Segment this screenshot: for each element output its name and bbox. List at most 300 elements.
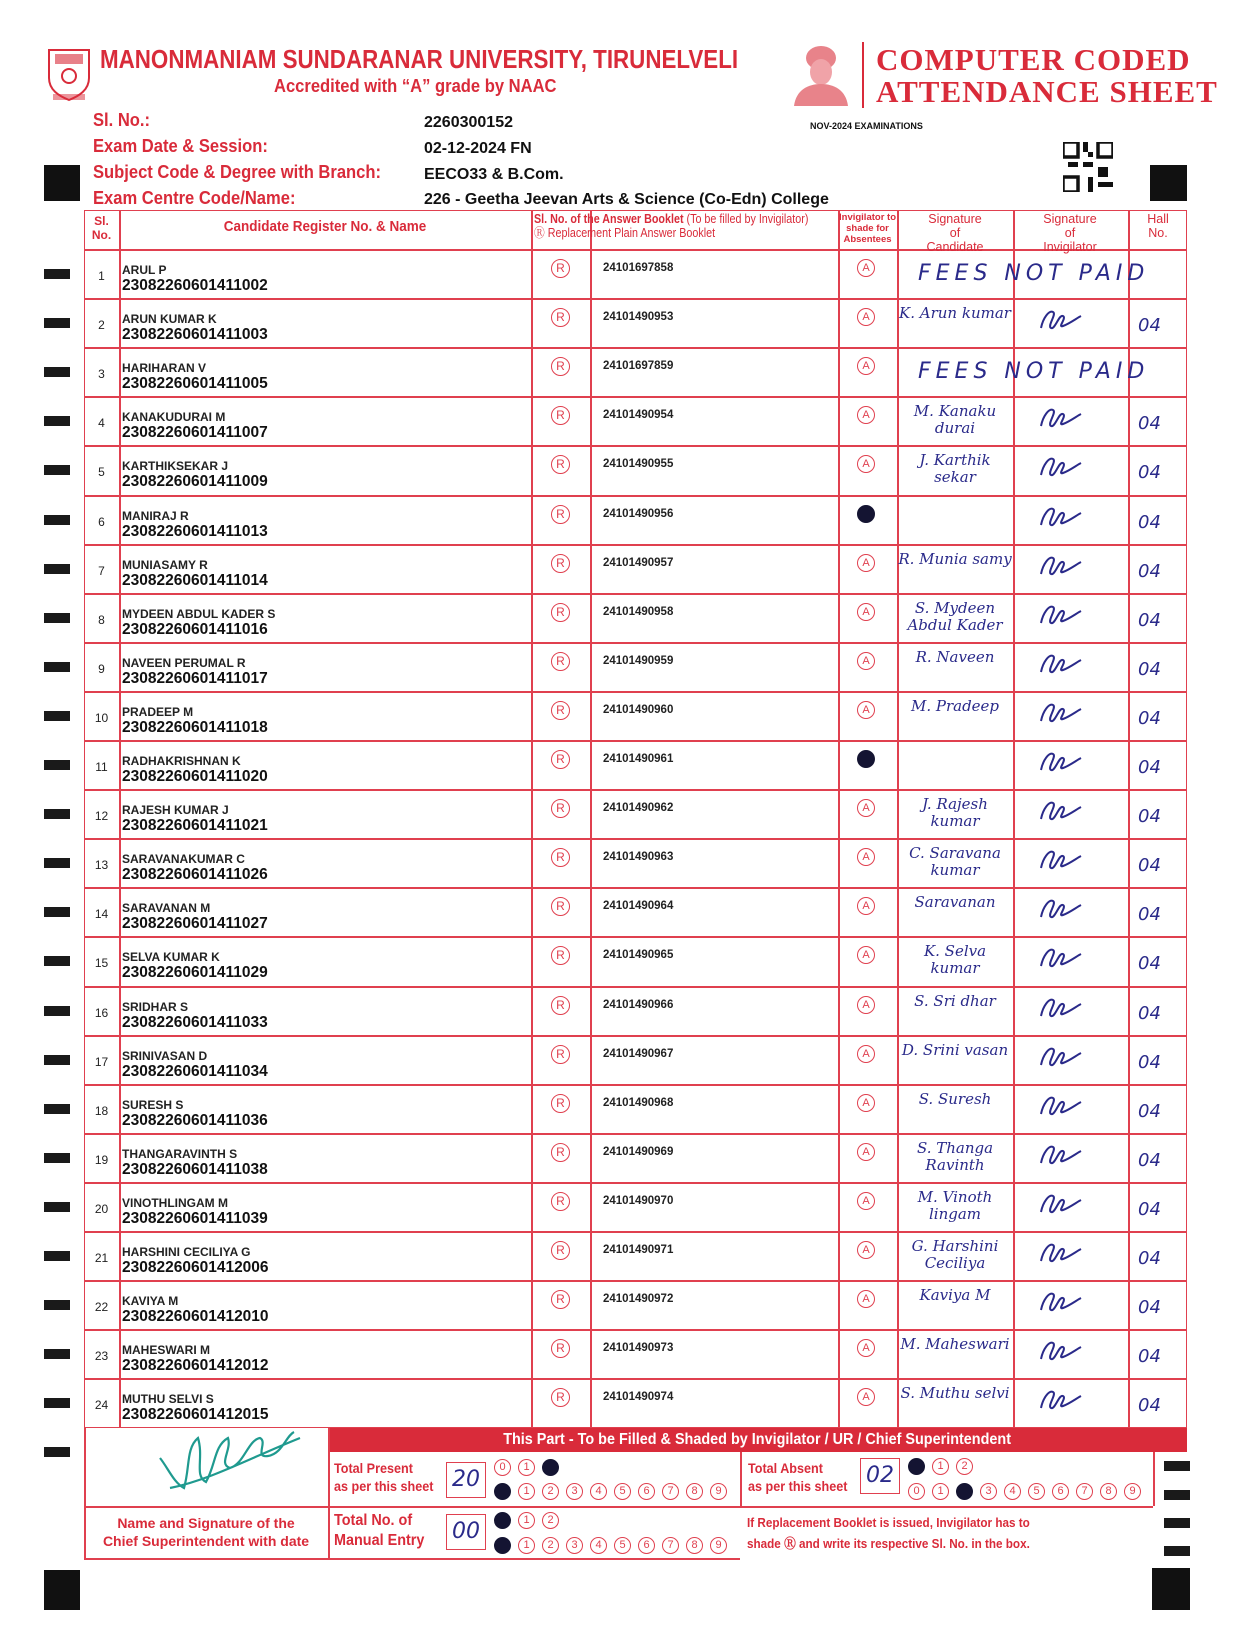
booklet-header: Sl. No. of the Answer Booklet	[534, 212, 684, 226]
absent-bubble[interactable]: A	[857, 652, 875, 670]
qr-code-icon	[1063, 142, 1113, 192]
timing-mark	[44, 1006, 70, 1016]
hall-number: 04	[1138, 757, 1161, 778]
manual-tens-bubbles[interactable]	[494, 1510, 566, 1529]
candidate-signature: J. Rajesh kumar	[922, 795, 988, 831]
digit-bubble[interactable]: 4	[590, 1537, 607, 1554]
booklet-number: 24101490962	[603, 802, 674, 815]
col-header-candidate: Candidate Register No. & Name	[223, 218, 427, 235]
registration-mark	[44, 1570, 80, 1610]
hall-number: 04	[1138, 1297, 1161, 1319]
timing-mark	[44, 760, 70, 770]
col-header-absent: Invigilator to shade for Absentees	[839, 212, 896, 245]
label-line: as per this sheet	[748, 1478, 848, 1494]
registration-mark	[44, 165, 80, 201]
register-number: 23082260601412006	[122, 1259, 269, 1276]
candidate-signature: C. Saravana kumar	[909, 844, 1001, 880]
note-line: shade Ⓡ and write its respective Sl. No. in the box.	[747, 1536, 1030, 1551]
absent-bubble[interactable]: A	[857, 308, 875, 326]
digit-bubble[interactable]: 8	[686, 1537, 703, 1554]
register-number: 23082260601411002	[122, 277, 268, 294]
col-header-sl: Sl. No.	[91, 214, 112, 242]
absent-bubble[interactable]: A	[857, 1143, 875, 1161]
invigilator-signature	[1035, 1288, 1083, 1323]
register-number: 23082260601411014	[122, 571, 268, 589]
digit-bubble[interactable]: 2	[542, 1512, 559, 1529]
digit-bubble[interactable]: 9	[1124, 1483, 1141, 1500]
digit-bubble[interactable]	[956, 1483, 973, 1500]
absent-bubble[interactable]: A	[857, 996, 875, 1014]
digit-bubble[interactable]: 3	[980, 1483, 997, 1500]
invigilator-signature	[1035, 404, 1083, 439]
invigilator-signature	[1035, 1190, 1083, 1225]
timing-mark	[1164, 1518, 1190, 1528]
digit-bubble[interactable]: 7	[1076, 1483, 1093, 1500]
digit-bubble[interactable]: 5	[614, 1537, 631, 1554]
footer-banner-text: This Part - To be Filled & Shaded by Invigilator / UR / Chief Superintendent	[503, 1431, 1012, 1448]
candidate-name: RAJESH KUMAR J	[122, 803, 229, 818]
row-sl-no: 16	[94, 1005, 109, 1020]
timing-mark	[44, 515, 70, 525]
row-sl-no: 5	[98, 465, 105, 480]
row-sl-no: 8	[98, 612, 105, 627]
digit-bubble[interactable]: 7	[662, 1483, 679, 1500]
digit-bubble[interactable]: 1	[518, 1537, 535, 1554]
absent-bubble[interactable]: A	[857, 1094, 875, 1112]
hall-number: 04	[1138, 707, 1161, 729]
replacement-bubble[interactable]: R	[551, 554, 570, 573]
present-tens-bubbles[interactable]	[494, 1457, 566, 1476]
invigilator-signature	[1035, 994, 1083, 1029]
col-header-invigilator-signature: Signature of Invigilator	[1043, 212, 1097, 254]
replacement-bubble[interactable]: R	[551, 603, 570, 622]
digit-bubble[interactable]: 1	[518, 1459, 535, 1476]
hall-number: 04	[1138, 806, 1161, 828]
replacement-bubble[interactable]: R	[551, 1339, 570, 1358]
manual-entry-label	[334, 1511, 424, 1551]
invigilator-signature	[1035, 1239, 1083, 1274]
sheet-title-line: ATTENDANCE SHEET	[876, 74, 1218, 109]
replacement-bubble[interactable]: R	[551, 1388, 570, 1407]
booklet-number: 24101490970	[603, 1194, 674, 1207]
register-number: 23082260601411016	[122, 620, 268, 638]
digit-bubble[interactable]	[494, 1512, 511, 1529]
footer-banner	[328, 1428, 1187, 1452]
register-number: 23082260601411020	[122, 768, 268, 785]
row-sl-no: 18	[94, 1103, 109, 1118]
sheet-title	[876, 44, 1218, 108]
timing-mark	[1164, 1546, 1190, 1556]
absent-bubble[interactable]: A	[857, 1339, 875, 1357]
candidate-name: NAVEEN PERUMAL R	[122, 655, 246, 670]
centre-label: Exam Centre Code/Name:	[93, 188, 296, 208]
booklet-number: 24101490974	[603, 1391, 674, 1404]
digit-bubble[interactable]: 7	[662, 1537, 679, 1554]
timing-mark	[44, 416, 70, 426]
row-sl-no: 17	[94, 1054, 109, 1069]
subject-label: Subject Code & Degree with Branch:	[93, 162, 382, 182]
candidate-signature: S. Muthu selvi	[900, 1384, 1010, 1403]
register-number: 23082260601411029	[122, 964, 268, 982]
timing-mark	[44, 1398, 70, 1408]
candidate-signature: S. Thanga Ravinth	[916, 1138, 994, 1174]
invigilator-signature	[1035, 552, 1083, 587]
digit-bubble[interactable]: 6	[638, 1483, 655, 1500]
total-absent-box[interactable]: 02	[860, 1458, 900, 1494]
hall-number: 04	[1138, 1100, 1161, 1122]
replacement-bubble[interactable]: R	[551, 357, 570, 376]
booklet-number: 24101490964	[603, 900, 674, 913]
exam-date-label: Exam Date & Session:	[93, 136, 268, 156]
hall-number: 04	[1138, 855, 1161, 877]
replacement-bubble[interactable]: R	[551, 897, 570, 916]
candidate-signature: J. Karthik sekar	[919, 451, 991, 487]
digit-bubble[interactable]: 1	[932, 1483, 949, 1500]
register-number: 23082260601411026	[122, 866, 268, 884]
timing-mark	[44, 1055, 70, 1065]
row-sl-no: 20	[94, 1201, 109, 1216]
timing-mark	[44, 907, 70, 917]
register-number: 23082260601411027	[122, 915, 268, 933]
timing-mark	[44, 367, 70, 377]
booklet-number: 24101490963	[603, 851, 674, 864]
candidate-signature: K. Arun kumar	[899, 304, 1011, 323]
candidate-name: THANGARAVINTH S	[122, 1146, 238, 1161]
booklet-number: 24101490959	[603, 654, 674, 667]
replacement-bubble[interactable]: R	[551, 505, 570, 524]
candidate-signature: M. Maheswari	[900, 1335, 1010, 1354]
absent-bubble[interactable]: A	[857, 701, 875, 719]
register-number: 23082260601412015	[122, 1406, 269, 1424]
booklet-number: 24101490954	[603, 409, 674, 422]
label-line: Total No. of	[334, 1512, 413, 1529]
candidate-signature: R. Naveen	[915, 647, 995, 666]
replacement-bubble[interactable]: R	[551, 848, 570, 867]
timing-mark	[44, 858, 70, 868]
absent-bubble[interactable]: A	[857, 848, 875, 866]
label-line: Total Absent	[748, 1460, 823, 1476]
register-number: 23082260601411003	[122, 326, 268, 344]
candidate-name: PRADEEP M	[122, 704, 194, 719]
digit-bubble[interactable]: 2	[956, 1458, 973, 1475]
booklet-number: 24101697859	[603, 360, 674, 373]
timing-mark	[44, 269, 70, 279]
invigilator-signature	[1035, 1141, 1083, 1176]
candidate-name: MYDEEN ABDUL KADER S	[122, 606, 276, 621]
digit-bubble[interactable]: 9	[710, 1537, 727, 1554]
digit-bubble[interactable]: 4	[1004, 1483, 1021, 1500]
hall-number: 04	[1138, 1198, 1161, 1220]
candidate-name: MANIRAJ R	[122, 508, 189, 523]
booklet-number: 24101490958	[603, 605, 674, 618]
replacement-bubble[interactable]: R	[551, 259, 570, 278]
absent-bubble[interactable]: A	[857, 554, 875, 572]
digit-bubble[interactable]: 5	[614, 1483, 631, 1500]
booklet-number: 24101490968	[603, 1096, 674, 1109]
col-header-candidate-signature: Signature of Candidate	[926, 212, 984, 254]
replacement-bubble[interactable]: R	[551, 652, 570, 671]
row-sl-no: 22	[94, 1300, 109, 1315]
register-number: 23082260601411005	[122, 375, 268, 393]
digit-bubble[interactable]: 2	[542, 1483, 559, 1500]
candidate-name: ARUL P	[122, 263, 167, 277]
row-sl-no: 24	[94, 1398, 109, 1413]
replacement-bubble[interactable]: R	[551, 308, 570, 327]
booklet-number: 24101697858	[603, 262, 674, 274]
timing-mark	[44, 1300, 70, 1310]
sl-no-label: Sl. No.:	[93, 110, 151, 130]
hall-number: 04	[1138, 1149, 1161, 1171]
row-sl-no: 1	[98, 269, 105, 283]
sheet-title-line: COMPUTER CODED	[876, 42, 1191, 77]
booklet-number: 24101490965	[603, 949, 674, 962]
candidate-name: SRIDHAR S	[122, 999, 189, 1014]
digit-bubble[interactable]: 1	[518, 1483, 535, 1500]
replacement-bubble[interactable]: R	[551, 946, 570, 965]
hall-number: 04	[1138, 315, 1161, 337]
invigilator-signature	[1035, 453, 1083, 488]
candidate-signature: Saravanan	[914, 893, 996, 912]
hall-number: 04	[1138, 1395, 1161, 1417]
candidate-name: ARUN KUMAR K	[122, 312, 217, 327]
exam-date-value: 02-12-2024 FN	[424, 140, 532, 157]
absent-bubble[interactable]: A	[857, 946, 875, 964]
booklet-number: 24101490961	[603, 753, 674, 765]
candidate-name: KAVIYA M	[122, 1294, 179, 1309]
digit-bubble[interactable]: 4	[590, 1483, 607, 1500]
invigilator-signature	[1035, 846, 1083, 881]
absent-bubble[interactable]: A	[857, 455, 875, 473]
absent-tens-bubbles[interactable]	[908, 1456, 980, 1475]
digit-bubble[interactable]: 0	[494, 1459, 511, 1476]
row-sl-no: 7	[98, 563, 105, 578]
label-line: Manual Entry	[334, 1532, 425, 1549]
absent-bubble[interactable]: A	[857, 1192, 875, 1210]
replacement-bubble[interactable]: R	[551, 1241, 570, 1260]
booklet-number: 24101490973	[603, 1342, 674, 1355]
fees-not-paid-note: FEES NOT PAID	[918, 359, 1150, 385]
timing-mark	[44, 1349, 70, 1359]
divider	[862, 42, 864, 108]
register-number: 23082260601411038	[122, 1160, 268, 1178]
invigilator-signature	[1035, 797, 1083, 832]
chief-superintendent-label	[86, 1514, 326, 1550]
candidate-signature: M. Kanaku durai	[913, 402, 997, 438]
candidate-name: SELVA KUMAR K	[122, 950, 220, 965]
register-number: 23082260601411007	[122, 424, 268, 442]
candidate-name: SURESH S	[122, 1097, 184, 1112]
candidate-signature: S. Mydeen Abdul Kader	[907, 598, 1003, 634]
candidate-signature: K. Selva kumar	[923, 942, 987, 978]
digit-bubble[interactable]: 8	[686, 1483, 703, 1500]
university-name: MANONMANIAM SUNDARANAR UNIVERSITY, TIRUNELVELI	[100, 44, 739, 74]
candidate-signature: D. Srini vasan	[901, 1040, 1009, 1059]
absent-bubble[interactable]: A	[857, 259, 875, 277]
label-line: Total Present	[334, 1460, 413, 1476]
hall-number: 04	[1138, 511, 1161, 533]
replacement-bubble[interactable]: R	[551, 406, 570, 425]
register-number: 23082260601411018	[122, 718, 268, 736]
fees-not-paid-note: FEES NOT PAID	[918, 261, 1150, 286]
digit-bubble[interactable]: 8	[1100, 1483, 1117, 1500]
absent-bubble[interactable]	[857, 750, 875, 768]
booklet-header-note: (To be filled by Invigilator)	[686, 212, 809, 226]
register-number: 23082260601411013	[122, 522, 268, 540]
candidate-name: MUTHU SELVI S	[122, 1392, 214, 1407]
row-sl-no: 13	[94, 858, 109, 873]
row-sl-no: 4	[98, 416, 105, 431]
present-units-bubbles[interactable]	[494, 1481, 734, 1500]
invigilator-signature	[1035, 503, 1083, 538]
timing-mark	[1164, 1461, 1190, 1471]
replacement-bubble[interactable]: R	[551, 1143, 570, 1162]
digit-bubble[interactable]: 9	[710, 1483, 727, 1500]
hall-number: 04	[1138, 658, 1161, 680]
digit-bubble[interactable]: 3	[566, 1537, 583, 1554]
chief-superintendent-signature	[150, 1418, 330, 1498]
absent-bubble[interactable]	[857, 505, 875, 523]
register-number: 23082260601411033	[122, 1013, 268, 1031]
replacement-header: Ⓡ Replacement Plain Answer Booklet	[534, 226, 716, 240]
hall-number: 04	[1138, 462, 1161, 484]
digit-bubble[interactable]: 3	[566, 1483, 583, 1500]
timing-mark	[44, 1202, 70, 1212]
digit-bubble[interactable]	[908, 1458, 925, 1475]
hall-number: 04	[1138, 560, 1161, 582]
register-number: 23082260601411021	[122, 817, 268, 835]
row-sl-no: 6	[98, 514, 105, 529]
hall-number: 04	[1138, 1051, 1161, 1073]
candidate-name: VINOTHLINGAM M	[122, 1195, 228, 1210]
replacement-note	[747, 1512, 1030, 1554]
replacement-bubble[interactable]: R	[551, 1094, 570, 1113]
digit-bubble[interactable]: 0	[908, 1483, 925, 1500]
invigilator-signature	[1035, 944, 1083, 979]
replacement-bubble[interactable]: R	[551, 455, 570, 474]
candidate-name: MAHESWARI M	[122, 1343, 210, 1358]
register-number: 23082260601411034	[122, 1062, 268, 1080]
replacement-bubble[interactable]: R	[551, 1290, 570, 1309]
candidate-signature: R. Munia samy	[898, 549, 1012, 568]
timing-mark	[44, 318, 70, 328]
digit-bubble[interactable]: 1	[518, 1512, 535, 1529]
hall-number: 04	[1138, 1346, 1161, 1368]
candidate-name: KARTHIKSEKAR J	[122, 459, 229, 474]
row-sl-no: 9	[98, 661, 105, 676]
replacement-bubble[interactable]: R	[551, 750, 570, 769]
booklet-number: 24101490969	[603, 1145, 674, 1158]
digit-bubble[interactable]	[542, 1459, 559, 1476]
note-line: If Replacement Booklet is issued, Invigilator has to	[747, 1515, 1030, 1530]
candidate-signature: S. Suresh	[918, 1089, 992, 1108]
invigilator-signature	[1035, 650, 1083, 685]
row-sl-no: 14	[94, 907, 109, 922]
timing-mark	[44, 1153, 70, 1163]
booklet-number: 24101490960	[603, 703, 674, 716]
invigilator-signature	[1035, 1092, 1083, 1127]
digit-bubble[interactable]: 6	[1052, 1483, 1069, 1500]
absent-bubble[interactable]: A	[857, 406, 875, 424]
total-present-label	[334, 1459, 433, 1495]
replacement-bubble[interactable]: R	[551, 1045, 570, 1064]
accreditation: Accredited with “A” grade by NAAC	[274, 76, 557, 96]
hall-number: 04	[1138, 413, 1161, 435]
cs-label-line: Name and Signature of the	[117, 1515, 295, 1531]
total-absent-label	[748, 1459, 847, 1495]
timing-mark	[44, 564, 70, 574]
replacement-bubble[interactable]: R	[551, 996, 570, 1015]
digit-bubble[interactable]	[494, 1483, 511, 1500]
booklet-number: 24101490955	[603, 458, 674, 471]
absent-bubble[interactable]: A	[857, 1388, 875, 1406]
digit-bubble[interactable]: 2	[542, 1537, 559, 1554]
invigilator-signature	[1035, 306, 1083, 341]
invigilator-signature	[1035, 1337, 1083, 1372]
replacement-bubble[interactable]: R	[551, 701, 570, 720]
absent-bubble[interactable]: A	[857, 897, 875, 915]
digit-bubble[interactable]	[494, 1537, 511, 1554]
cs-label-line: Chief Superintendent with date	[102, 1533, 310, 1549]
candidate-signature: M. Vinoth lingam	[917, 1187, 993, 1223]
absent-bubble[interactable]: A	[857, 1241, 875, 1259]
candidate-name: HARIHARAN V	[122, 361, 206, 376]
booklet-number: 24101490957	[603, 556, 674, 569]
absent-units-bubbles[interactable]	[908, 1481, 1148, 1500]
examinations-label: NOV-2024 EXAMINATIONS	[810, 121, 923, 131]
booklet-number: 24101490953	[603, 311, 674, 324]
hall-number: 04	[1138, 1248, 1161, 1269]
university-logo-icon	[45, 46, 93, 102]
candidate-name: SARAVANAKUMAR C	[122, 852, 245, 867]
col-header-hall: Hall No.	[1147, 212, 1169, 240]
absent-bubble[interactable]: A	[857, 1290, 875, 1308]
absent-bubble[interactable]: A	[857, 1045, 875, 1063]
replacement-bubble[interactable]: R	[551, 1192, 570, 1211]
digit-bubble[interactable]: 6	[638, 1537, 655, 1554]
total-present-box[interactable]: 20	[446, 1462, 486, 1498]
candidate-signature: M. Pradeep	[910, 696, 1000, 715]
register-number: 23082260601411036	[122, 1111, 268, 1129]
subject-value: EECO33 & B.Com.	[424, 166, 564, 183]
timing-mark	[44, 956, 70, 966]
replacement-bubble[interactable]: R	[551, 799, 570, 818]
col-header-booklet	[534, 212, 809, 240]
digit-bubble[interactable]: 1	[932, 1458, 949, 1475]
candidate-signature: Kaviya M	[919, 1286, 991, 1305]
row-sl-no: 3	[98, 367, 105, 382]
timing-mark	[44, 1104, 70, 1114]
absent-bubble[interactable]: A	[857, 357, 875, 375]
register-number: 23082260601411017	[122, 669, 268, 687]
absent-bubble[interactable]: A	[857, 799, 875, 817]
candidate-signature: S. Sri dhar	[914, 991, 996, 1010]
absent-bubble[interactable]: A	[857, 603, 875, 621]
manual-entry-box[interactable]: 00	[446, 1514, 486, 1550]
candidate-name: RADHAKRISHNAN K	[122, 754, 241, 768]
digit-bubble[interactable]: 5	[1028, 1483, 1045, 1500]
row-sl-no: 11	[95, 760, 108, 774]
invigilator-signature	[1035, 699, 1083, 734]
candidate-name: SARAVANAN M	[122, 901, 211, 916]
booklet-number: 24101490971	[603, 1244, 674, 1256]
hall-number: 04	[1138, 953, 1161, 975]
timing-mark	[44, 809, 70, 819]
manual-units-bubbles[interactable]	[494, 1535, 734, 1554]
candidate-signature: G. Harshini Ceciliya	[911, 1237, 999, 1272]
invigilator-signature	[1035, 1386, 1083, 1421]
invigilator-signature	[1035, 895, 1083, 930]
portrait-icon	[790, 42, 852, 106]
